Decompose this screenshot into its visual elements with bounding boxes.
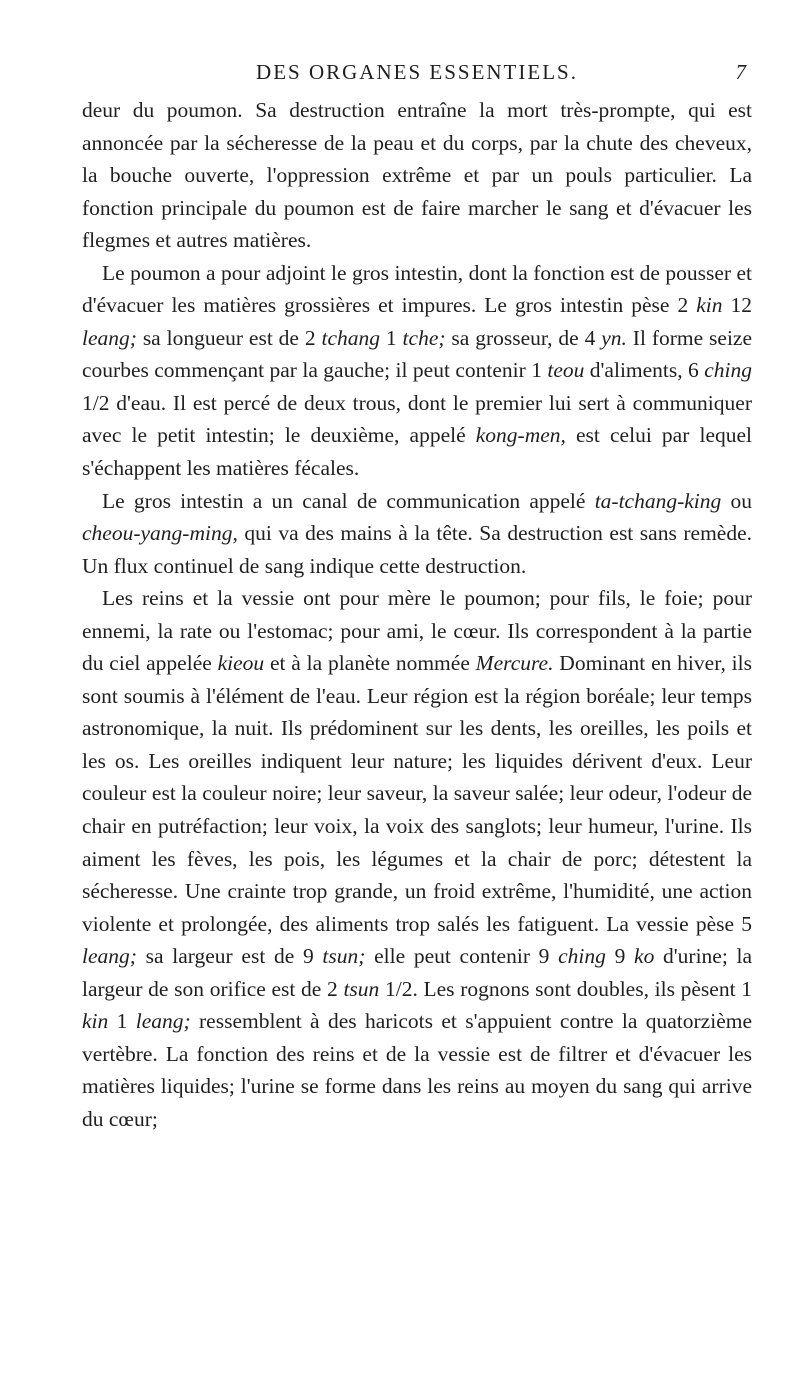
text-run: 1/2. Les rognons sont doubles, ils pèsent 1 <box>379 976 752 1001</box>
italic-term: cheou-yang-ming, <box>82 521 238 546</box>
text-run: 1 <box>108 1009 136 1034</box>
italic-term: ching <box>704 358 752 383</box>
italic-term: Mercure. <box>475 651 554 676</box>
italic-term: leang; <box>135 1009 191 1034</box>
text-run: et à la planète nommée <box>264 651 476 676</box>
text-run: d'aliments, 6 <box>584 358 705 383</box>
text-run: qui va des mains à la tête. Sa destruction est sans remède. Un flux continuel de sang indique cette destruction. <box>82 521 752 578</box>
text-run: 1/2 d'eau. Il est percé de deux trous, dont le premier lui sert à communiquer avec le petit intestin; le deuxième, appelé <box>82 390 752 448</box>
running-head: DES ORGANES ESSENTIELS. <box>256 60 578 84</box>
text-run: deur du poumon. Sa destruction entraîne la mort très-prompte, qui est annoncée par la sécheresse de la peau et du corps, par la chute des cheveux, la bouche ouverte, l'oppression extrême et par un pouls particulier. La fonction principale du poumon est de faire marcher le sang et d'évacuer les flegmes et autres matières. <box>82 98 752 253</box>
page-number: 7 <box>735 60 746 84</box>
text-run: Les reins et la vessie ont pour mère le poumon; pour fils, le foie; pour ennemi, la rate ou l'estomac; pour ami, le cœur. Ils correspondent à la partie du ciel appelée <box>82 586 752 676</box>
italic-term: yn. <box>601 325 627 350</box>
italic-term: leang; <box>82 325 137 350</box>
italic-term: tsun; <box>322 944 366 969</box>
italic-term: ching <box>558 944 606 969</box>
text-run: Le poumon a pour adjoint le gros intestin, dont la fonction est de pousser et d'évacuer les matières grossières et impures. Le gros intestin pèse 2 <box>82 260 752 318</box>
text-run: ressemblent à des haricots et s'appuient contre la quatorzième vertèbre. La fonction des reins et de la vessie est de filtrer et d'évacuer les matières liquides; l'urine se forme dans les reins au moyen du sang qui arrive du cœur; <box>82 1009 753 1131</box>
italic-term: ko <box>634 944 655 969</box>
paragraph <box>82 582 752 1135</box>
text-run: 9 <box>605 944 635 969</box>
text-run: ou <box>721 488 753 513</box>
italic-term: tchang <box>321 325 381 350</box>
text-run: est celui par lequel s'échappent les matières fécales. <box>82 423 753 481</box>
paragraph <box>82 485 752 583</box>
italic-term: teou <box>547 358 585 383</box>
text-run: Il forme seize courbes commençant par la gauche; il peut contenir 1 <box>82 325 753 383</box>
italic-term: kong-men, <box>475 423 566 448</box>
italic-term: leang; <box>82 944 137 969</box>
text-run: d'urine; la largeur de son orifice est de 2 <box>82 944 753 1001</box>
text-run: 12 <box>722 293 752 318</box>
italic-term: tche; <box>402 325 446 350</box>
italic-term: ta-tchang-king <box>594 488 722 513</box>
text-run: 1 <box>380 325 403 350</box>
italic-term: kin <box>82 1009 109 1034</box>
italic-term: kieou <box>217 651 265 676</box>
paragraph <box>82 257 752 485</box>
text-run: Le gros intestin a un canal de communication appelé <box>102 488 595 513</box>
text-run: sa longueur est de 2 <box>136 325 322 350</box>
text-run: sa largeur est de 9 <box>136 944 323 969</box>
italic-term: kin <box>696 293 723 318</box>
italic-term: tsun <box>343 976 380 1001</box>
text-run: Dominant en hiver, ils sont soumis à l'élément de l'eau. Leur région est la région boréale; leur temps astronomique, la nuit. Ils prédominent sur les dents, les oreilles, les poils et les os. Les oreilles indiquent leur nature; les liquides dérivent d'eux. Leur couleur est la couleur noire; leur saveur, la saveur salée; leur odeur, l'odeur de chair en putréfaction; leur voix, la voix des sanglots; leur humeur, l'urine. Ils aiment les fèves, les pois, les légumes et la chair de porc; détestent la sécheresse. Une crainte trop grande, un froid extrême, l'humidité, une action violente et prolongée, des aliments trop salés les fatiguent. La vessie pèse 5 <box>82 651 752 936</box>
text-run: sa grosseur, de 4 <box>445 325 602 350</box>
text-run: elle peut contenir 9 <box>365 944 559 969</box>
paragraph <box>82 94 752 257</box>
page-header <box>82 58 752 92</box>
body-text <box>82 94 752 1136</box>
